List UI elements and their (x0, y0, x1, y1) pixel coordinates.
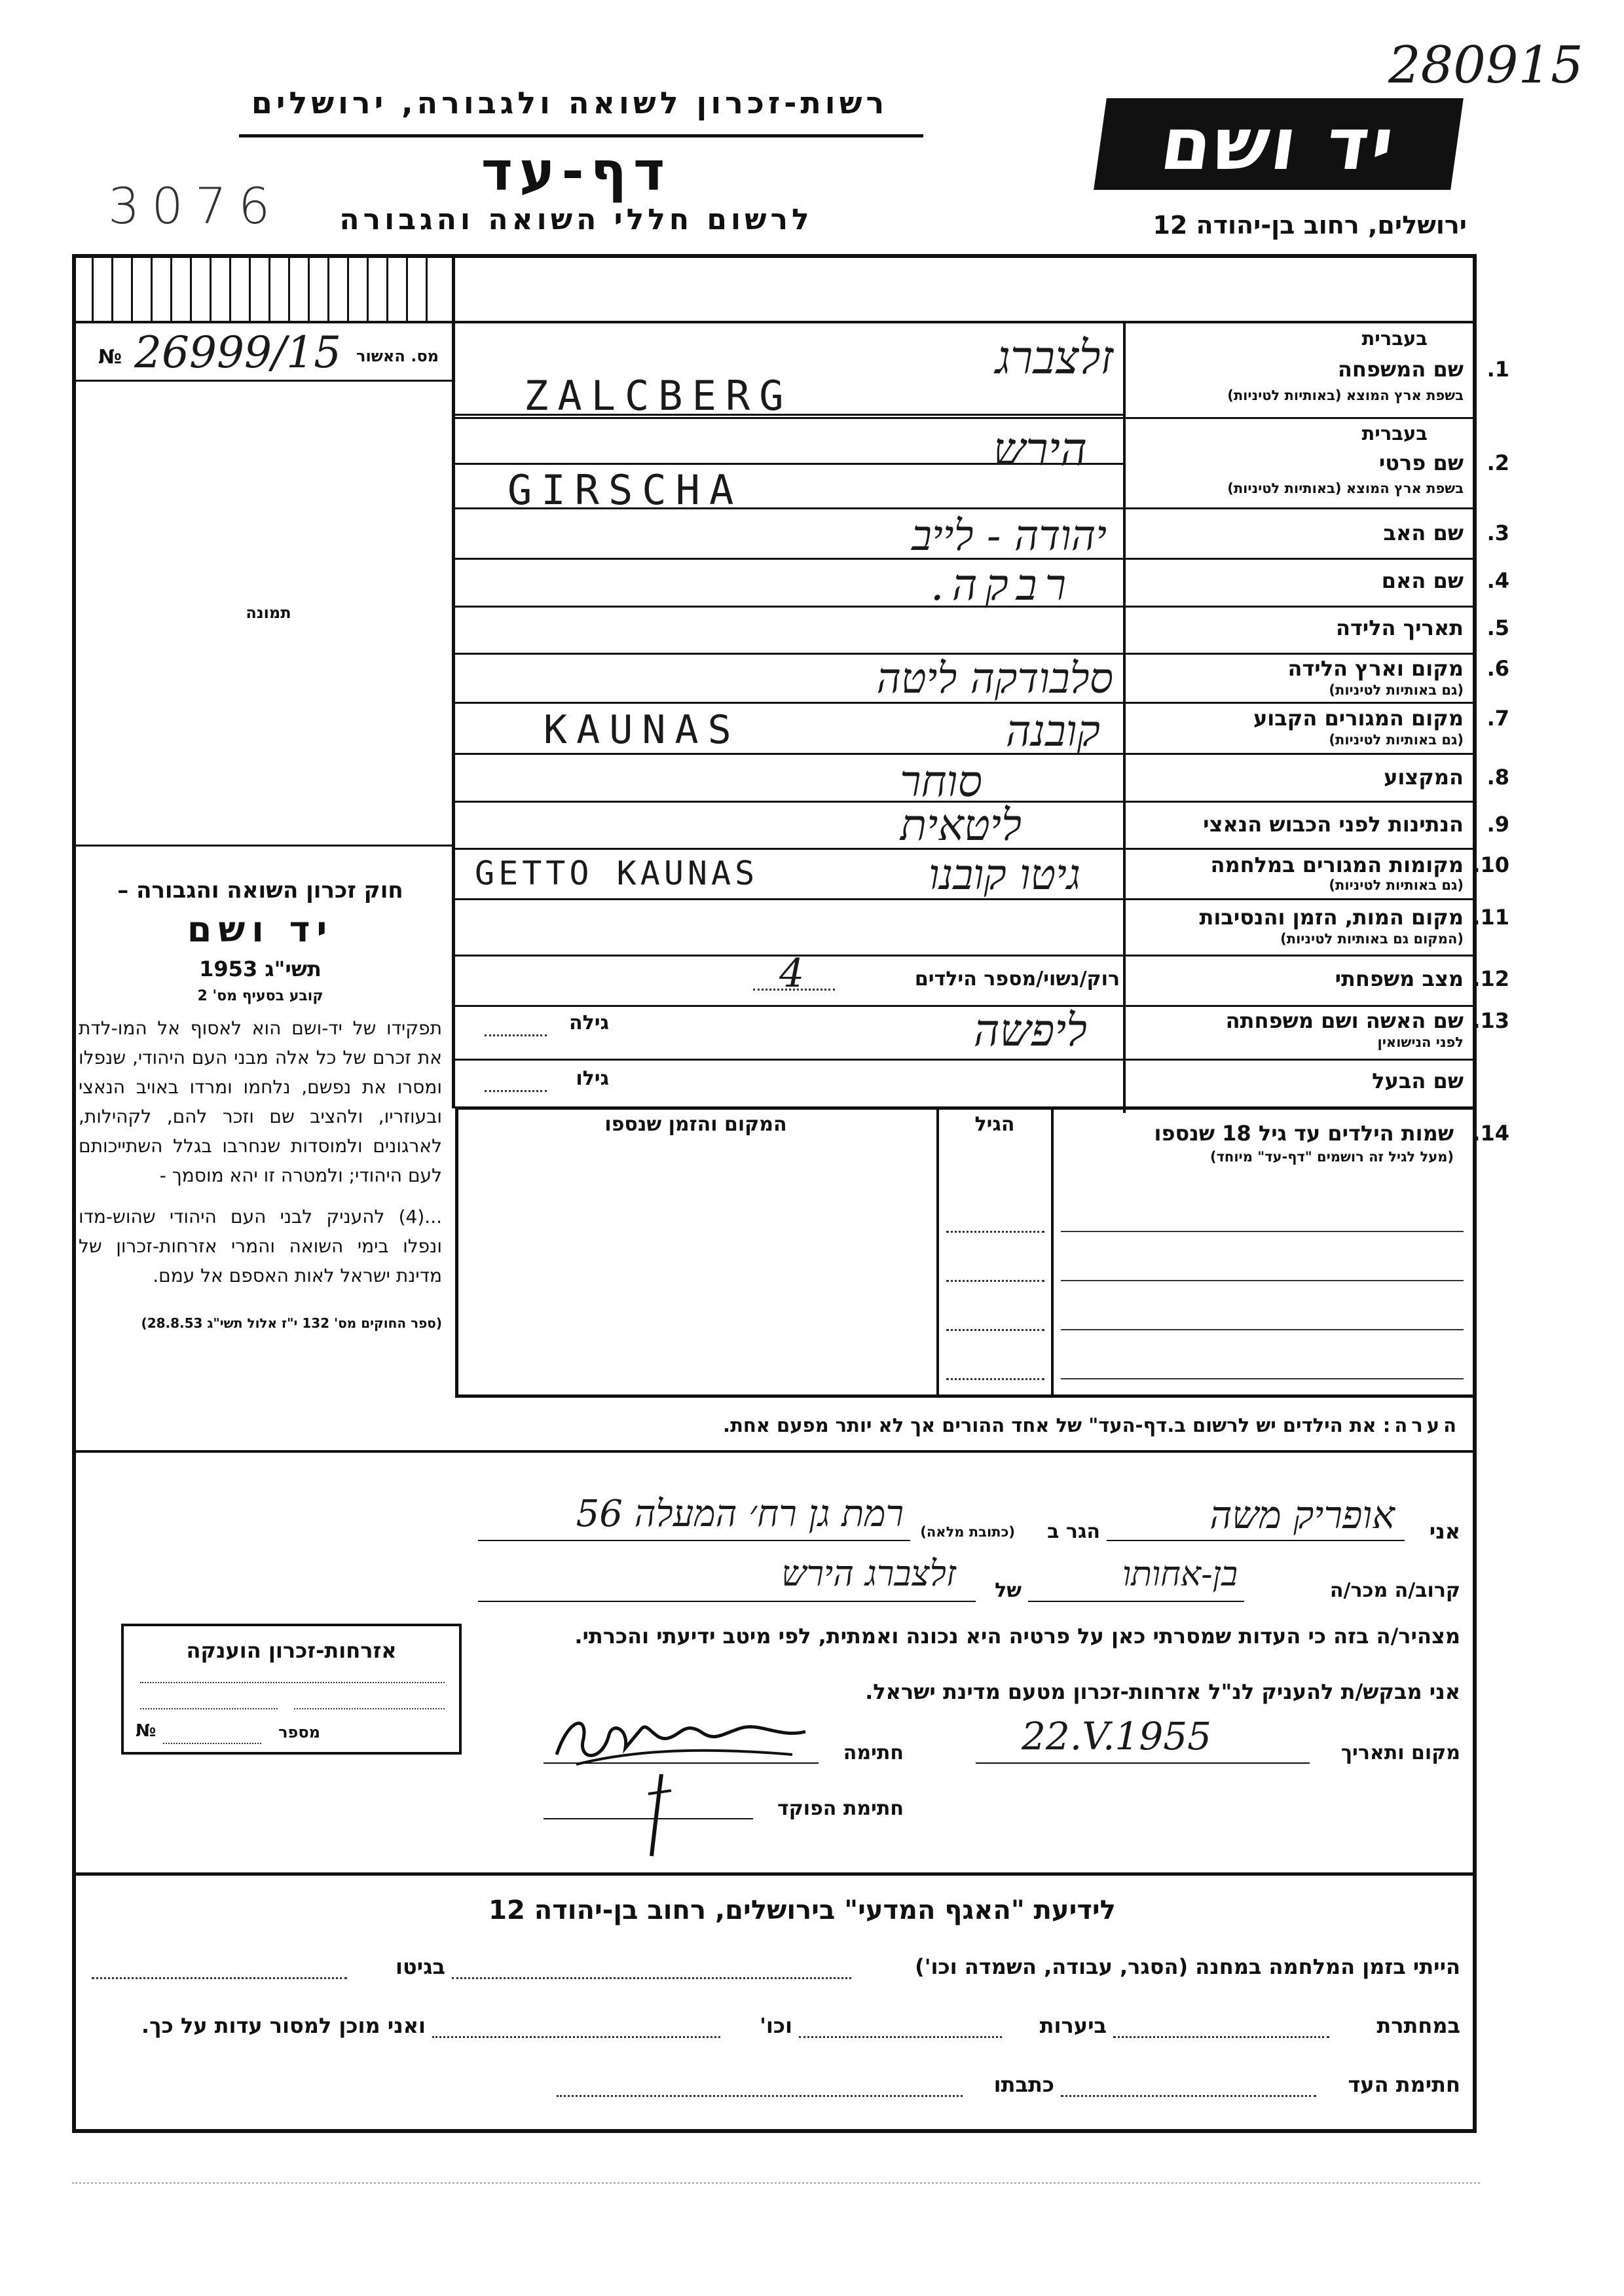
office-line1-a: הייתי בזמן המלחמה במחנה (הסגר, עבודה, השמדה וכו') (915, 1954, 1460, 1979)
decl-request-text: אני מבקש/ת להעניק לנ"ל אזרחות-זכרון מטעם מדינת ישראל. (865, 1679, 1460, 1704)
decl-place-date: 22.V.1955 (1022, 1714, 1212, 1758)
f13-value: ליפשה (973, 1005, 1087, 1057)
scan-edge (72, 2180, 1480, 2184)
office-line2-d: ואני מוכן למסור עדות על כך. (141, 2013, 426, 2038)
decl-of-label: של (995, 1579, 1022, 1602)
decl-resides-label: הגר ב (1047, 1520, 1100, 1543)
husband-age-label: גילו (576, 1067, 609, 1090)
f10-note: (גם באותיות לטיניות) (1329, 877, 1464, 893)
f6-note: (גם באותיות לטיניות) (1329, 682, 1464, 698)
f13-age-label: גילה (569, 1011, 609, 1034)
yad-vashem-logo (1094, 98, 1464, 190)
f4-label: שם האם (1381, 568, 1464, 593)
f6-number: 6. (1486, 656, 1509, 681)
f10-number: 10. (1472, 852, 1509, 877)
photo-label: תמונה (246, 604, 291, 622)
f13-label: שם האשה ושם משפחתה (1225, 1008, 1464, 1033)
remark (655, 1414, 1460, 1436)
f7-value-hebrew: קובנה (1005, 706, 1100, 756)
law-paragraph-2: ...(4) להעניק לבני העם היהודי שהוש-מדו ונפלו בימי השואה והמרי אזרחות-זכרון של מדינת ישראל לאות האספם אל עמם. (79, 1206, 442, 1286)
f1-value-latin: ZALCBERG (524, 372, 793, 420)
children-place-header: המקום והזמן שנספו (604, 1113, 787, 1136)
f11-label: מקום המות, הזמן והנסיבות (1199, 905, 1464, 930)
citizenship-title: אזרחות-זכרון הוענקה (186, 1638, 397, 1663)
f13-note: לפני הנישואין (1377, 1034, 1464, 1050)
children-label: שמות הילדים עד גיל 18 שנספו (1154, 1121, 1454, 1146)
f12-children-value: 4 (779, 951, 805, 996)
f11-number: 11. (1472, 905, 1509, 930)
husband-label: שם הבעל (1372, 1068, 1464, 1093)
office-line3-b: כתבתו (993, 2072, 1054, 2097)
children-age-header: הגיל (974, 1113, 1015, 1136)
address: ירושלים, רחוב בן-יהודה 12 (1153, 211, 1467, 240)
f3-label: שם האב (1383, 520, 1464, 545)
institution-name: רשות-זכרון לשואה ולגבורה, ירושלים (251, 85, 889, 120)
children-note: (מעל לגיל זה רושמים "דף-עד" מיוחד) (1209, 1149, 1454, 1165)
f9-value: ליטאית (900, 800, 1022, 850)
f12-label: מצב משפחתי (1335, 966, 1464, 991)
f2-label-text: שם פרטי (1378, 450, 1464, 475)
decl-relation: בן-אחותו (1122, 1555, 1238, 1594)
f2-origin-note: בשפת ארץ המוצא (באותיות לטיניות) (1227, 481, 1464, 496)
decl-relation-prefix: קרוב/ה מכר/ה (1329, 1579, 1460, 1602)
f9-label: הנתינות לפני הכבוש הנאצי (1203, 812, 1464, 837)
approval-number-value: 26999/15 (134, 327, 342, 378)
f2-label (1379, 450, 1464, 475)
f1-label (1338, 357, 1464, 382)
f2-value-latin: GIRSCHA (507, 466, 743, 514)
remark-text: את הילדים יש לרשום ב.דף-העד" של אחד ההורים אך לא יותר מפעם אחת. (723, 1414, 1376, 1436)
f1-hebrew-tag: בעברית (1361, 327, 1428, 350)
f13-number: 13. (1472, 1008, 1509, 1033)
approval-number-label: מס. האשור (356, 347, 439, 365)
f4-value: רבקה. (930, 560, 1074, 610)
law-title: חוק זכרון השואה והגבורה – (117, 877, 403, 903)
f8-value: סוחר (900, 756, 982, 807)
decl-declarant-name: אופריק משה (1209, 1493, 1395, 1537)
decl-relative-of: זלצברג הירש (781, 1553, 956, 1594)
f2-value-hebrew: הירש (993, 422, 1087, 476)
remark-label: הערה: (1382, 1414, 1460, 1436)
office-line2-c: וכו' (760, 2013, 792, 2038)
office-line2-a: במחתרת (1376, 2013, 1460, 2038)
law-block (79, 864, 442, 1331)
f7-note: (גם באותיות לטיניות) (1329, 732, 1464, 748)
decl-signature-label: חתימה (843, 1741, 904, 1764)
f6-label: מקום וארץ הלידה (1287, 656, 1464, 681)
f1-origin-note: בשפת ארץ המוצא (באותיות לטיניות) (1227, 388, 1464, 403)
citizenship-no: № (136, 1721, 157, 1741)
decl-certify-text: מצהיר/ה בזה כי העדות שמסרתי כאן על פרטיה היא נכונה ואמתית, לפי מיטב ידיעתי והכרתי. (574, 1624, 1460, 1649)
decl-place-date-label: מקום ותאריך (1340, 1741, 1460, 1764)
f8-label: המקצוע (1384, 765, 1464, 790)
decl-i-label: אני (1429, 1519, 1460, 1544)
f10-value-latin: GETTO KAUNAS (475, 854, 759, 892)
citizenship-number-label: מספר (278, 1723, 320, 1741)
f7-value-latin: KAUNAS (544, 707, 741, 753)
f10-value-hebrew: גיטו קובנו (929, 851, 1080, 900)
office-title: לידיעת "האגף המדעי" בירושלים, רחוב בן-יהודה 12 (489, 1895, 1116, 1925)
children-number: 14. (1472, 1121, 1509, 1146)
logo-text: יד ושם (1155, 102, 1402, 186)
f3-value: יהודה - לייב (912, 512, 1107, 560)
law-name: יד ושם (187, 909, 334, 950)
decl-address: רמת גן רח׳ המעלה 56 (576, 1493, 904, 1535)
form-title: דף-עד (481, 141, 672, 203)
header-rule (239, 134, 923, 137)
law-section: קובע בסעיף מס' 2 (197, 988, 323, 1004)
f7-label: מקום המגורים הקבוע (1253, 706, 1464, 731)
f10-label: מקומות המגורים במלחמה (1210, 852, 1464, 877)
f12-options: רוק/נשוי/מספר הילדים (914, 968, 1120, 991)
office-line3-a: חתימת העד (1348, 2072, 1460, 2097)
f11-note: (המקום גם באותיות לטיניות) (1280, 931, 1464, 947)
decl-inspector-label: חתימת הפוקד (777, 1797, 904, 1820)
f2-number: 2. (1486, 450, 1509, 475)
law-paragraph-1: תפקידו של יד-ושם הוא לאסוף אל המו-לדת את זכרם של כל אלה מבני העם היהודי, שנפלו ומסרו את נפשם, נלחמו ומרדו באויב הנאצי ובעוזריו, ולהציב שם וזכר להם, לקהילות, לארגונים ולמוסדות שנחרבו בגלל השתייכותם לעם היהודי; ולמטרה זו יהא מוסמך - (79, 1017, 442, 1186)
archive-number: 280915 (1388, 36, 1583, 95)
f6-value: סלבודקה ליטה (876, 655, 1113, 703)
citizenship-box (121, 1624, 462, 1755)
decl-address-note: (כתובת מלאה) (920, 1524, 1015, 1540)
f4-number: 4. (1486, 568, 1509, 593)
f1-value-hebrew: זלצברג (995, 331, 1113, 384)
approval-number-no: № (98, 346, 122, 369)
f5-number: 5. (1486, 615, 1509, 640)
law-source: (ספר החוקים מס' 132 י"ז אלול תשי"ג 28.8.53) (141, 1315, 442, 1331)
f1-label-text: שם המשפחה (1337, 357, 1464, 382)
f2-hebrew-tag: בעברית (1361, 422, 1428, 445)
f9-number: 9. (1486, 812, 1509, 837)
inspector-signature (622, 1768, 694, 1859)
law-year: תשי"ג 1953 (199, 957, 322, 981)
f3-number: 3. (1486, 520, 1509, 545)
declarant-signature (544, 1702, 819, 1774)
f1-number: 1. (1486, 357, 1509, 382)
office-line1-b: בגיטו (396, 1954, 445, 1979)
f5-label: תאריך הלידה (1335, 615, 1464, 640)
handwritten-reference: 3076 (108, 177, 282, 235)
office-line2-b: ביערות (1039, 2013, 1107, 2038)
form-subtitle: לרשום חללי השואה והגבורה (339, 203, 813, 236)
f7-number: 7. (1486, 706, 1509, 731)
f8-number: 8. (1486, 765, 1509, 790)
f12-number: 12. (1472, 966, 1509, 991)
